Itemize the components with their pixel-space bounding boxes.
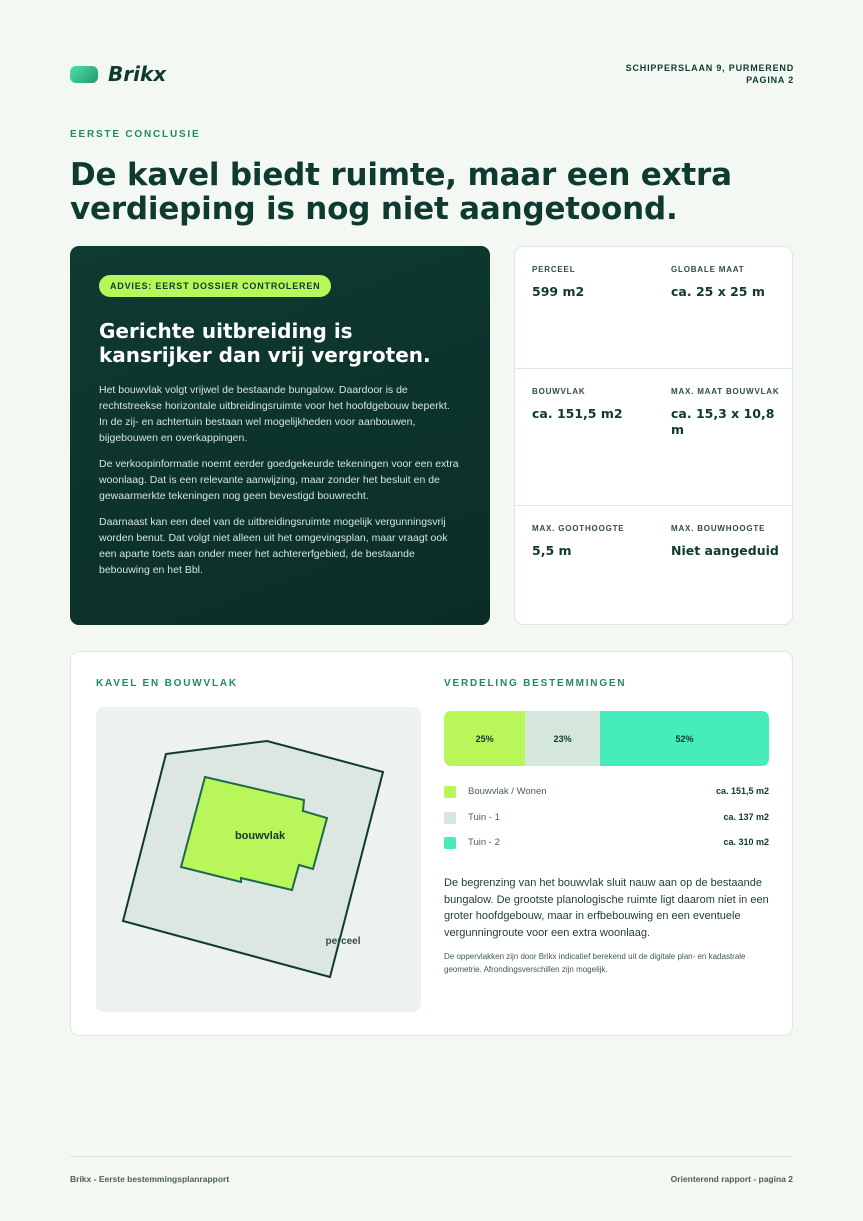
legend-item (444, 836, 769, 862)
legend-value: ca. 137 m2 (723, 811, 769, 822)
legend-label: Bouwvlak / Wonen (468, 786, 547, 797)
distribution-bar (444, 711, 769, 766)
bouwvlak-label: bouwvlak (234, 830, 286, 842)
legend-swatch (444, 812, 456, 824)
stat-label: BOUWVLAK (532, 387, 586, 396)
header-page: PAGINA 2 (746, 75, 794, 85)
distribution-segment: 25% (444, 711, 525, 766)
advice-paragraph: Het bouwvlak volgt vrijwel de bestaande bungalow. Daardoor is de rechtstreekse horizontale uitbreidingsruimte voor het hoofdgebouw beperkt. In de zij- en achtertuin bestaan wel mogelijkheden voor aanbouwen, bijgebouwen en overkappingen. (99, 384, 450, 444)
plot-section-title: KAVEL EN BOUWVLAK (96, 678, 238, 689)
stat-label: GLOBALE MAAT (671, 265, 745, 274)
plot-distribution-card (70, 651, 793, 1036)
header-meta (626, 62, 794, 86)
stat-label: MAX. GOOTHOOGTE (532, 524, 625, 533)
legend-swatch (444, 837, 456, 849)
stat-perceel (532, 265, 642, 300)
page-header (70, 60, 794, 90)
stat-bouwvlak (532, 387, 642, 422)
distribution-legend (444, 785, 769, 862)
stat-label: MAX. BOUWHOOGTE (671, 524, 766, 533)
legend-item (444, 811, 769, 837)
brand-name: Brikx (108, 62, 167, 86)
stats-row (515, 247, 792, 369)
header-address: SCHIPPERSLAAN 9, PURMEREND (625, 63, 794, 73)
stat-label: MAX. MAAT BOUWVLAK (671, 387, 780, 396)
distribution-footnote: De oppervlakken zijn door Brikx indicatief berekend uit de digitale plan- en kadastrale geometrie. Afrondingsverschillen zijn mogelijk. (444, 952, 746, 974)
plot-map (96, 707, 421, 1012)
footer-right: Orienterend rapport - pagina 2 (670, 1174, 793, 1184)
stat-value: Niet aangeduid (671, 543, 779, 558)
stat-label: PERCEEL (532, 265, 576, 274)
legend-value: ca. 151,5 m2 (715, 786, 769, 796)
stat-max-bouwhoogte (671, 524, 781, 559)
stat-value: ca. 15,3 x 10,8 m (671, 406, 775, 437)
stat-value: 599 m2 (532, 284, 585, 299)
stat-max-maat-bouwvlak (671, 387, 781, 438)
stat-value: 5,5 m (532, 543, 572, 558)
distribution-body: De begrenzing van het bouwvlak sluit nauw aan op de bestaande bungalow. De grootste planologische ruimte ligt daarom niet in een groter hoofdgebouw, maar in erfbebouwing en een eventuele vergunningroute voor een extra woonlaag. (444, 877, 769, 939)
legend-label: Tuin - 1 (468, 811, 500, 823)
legend-value: ca. 310 m2 (723, 837, 769, 847)
perceel-label: perceel (325, 936, 361, 947)
stats-card (514, 246, 793, 625)
stats-row (515, 369, 792, 506)
brikx-logo-icon (70, 66, 98, 83)
distribution-segment: 23% (525, 711, 600, 766)
brand-logo (70, 62, 166, 86)
legend-item (444, 785, 769, 811)
advice-paragraph: Daarnaast kan een deel van de uitbreidingsruimte mogelijk vergunningsvrij worden benut. Dat volgt niet alleen uit het omgevingsplan, maar vraagt ook een aparte toets aan onder meer het achtererfgebied, de bestaande bebouwing en het Bbl. (99, 516, 448, 576)
advice-badge: ADVIES: EERST DOSSIER CONTROLEREN (99, 275, 331, 297)
legend-swatch (444, 786, 456, 798)
stat-max-goothoogte (532, 524, 642, 559)
advice-paragraph: De verkoopinformatie noemt eerder goedgekeurde tekeningen voor een extra woonlaag. Dat is een relevante aanwijzing, maar zonder het besluit en de gewaarmerkte tekeningen nog geen bevestigd bouwrecht. (99, 458, 459, 502)
plot-map-drawing (96, 707, 421, 1012)
stat-globale-maat (671, 265, 781, 300)
distribution-section-title: VERDELING BESTEMMINGEN (444, 678, 627, 689)
page-title: De kavel biedt ruimte, maar een extra verdieping is nog niet aangetoond. (70, 157, 732, 227)
footer-divider (70, 1156, 793, 1157)
distribution-segment: 52% (600, 711, 769, 766)
footer-left: Brikx - Eerste bestemmingsplanrapport (70, 1174, 230, 1184)
stats-row (515, 506, 792, 626)
section-eyebrow: EERSTE CONCLUSIE (70, 129, 201, 140)
stat-value: ca. 151,5 m2 (532, 406, 623, 421)
legend-label: Tuin - 2 (468, 837, 500, 848)
stat-value: ca. 25 x 25 m (671, 284, 765, 299)
advice-heading: Gerichte uitbreiding is kansrijker dan vrij vergroten. (99, 319, 431, 367)
advice-card (70, 246, 490, 625)
